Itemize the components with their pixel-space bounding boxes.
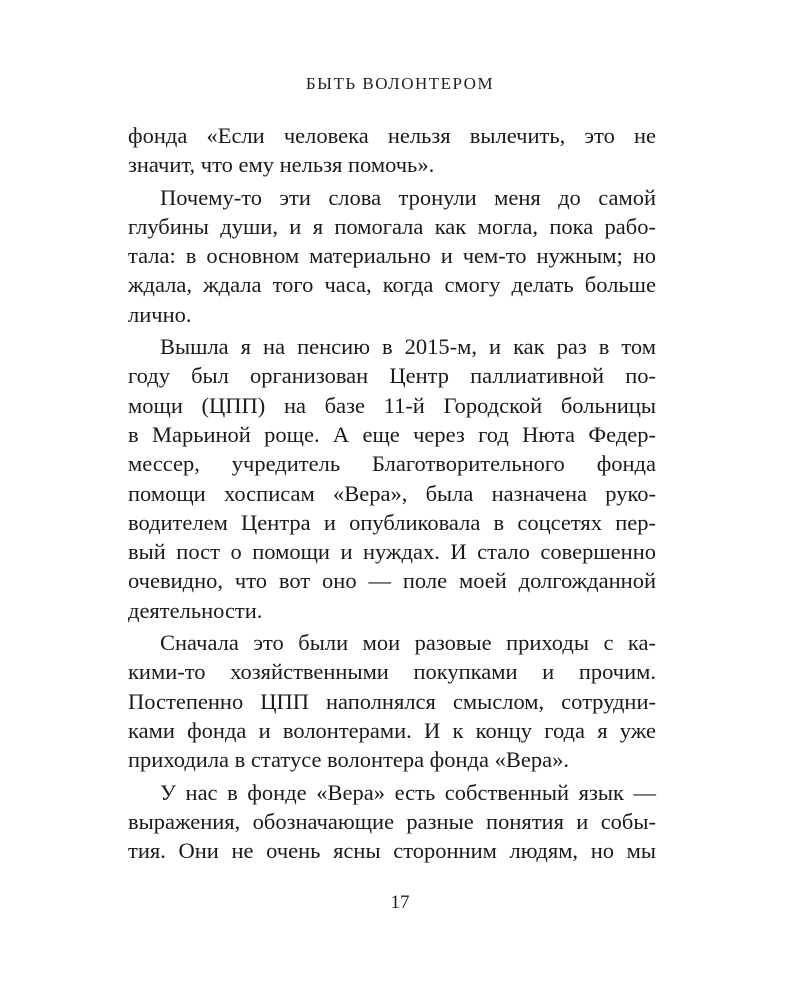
text-line: Почему-то эти слова тронули меня до самой [160,184,656,210]
text-line: мессер, учредитель Благотворительного фонда [128,451,656,477]
text-line: водителем Центра и опубликовала в соцсетях пер- [128,509,656,535]
text-line: тала: в основном материально и чем-то нужным; но [128,243,656,269]
text-line: ждала, ждала того часа, когда смогу делать больше [128,272,656,298]
body-text [128,121,656,865]
page-number: 17 [390,892,410,913]
text-line: Сначала это были мои разовые приходы с ка- [160,630,656,656]
text-line: фонда «Если человека нельзя вылечить, это не [128,123,656,148]
text-line: приходила в статусе волонтера фонда «Вера». [128,747,569,773]
text-line: вый пост о помощи и нуждах. И стало совершенно [128,539,656,565]
text-line: в Марьиной роще. А еще через год Нюта Федер- [128,421,656,447]
text-line: деятельности. [128,597,263,623]
paragraph [128,628,656,774]
text-line: году был организован Центр паллиативной по- [128,363,656,389]
text-line: выражения, обозначающие разные понятия и собы- [128,808,656,834]
text-line: Вышла я на пенсию в 2015-м, и как раз в том [160,334,656,360]
text-line: лично. [128,301,192,327]
paragraph [128,778,656,866]
text-line: помощи хосписам «Вера», была назначена руко- [128,480,656,506]
paragraph [128,183,656,329]
text-line: тия. Они не очень ясны сторонним людям, но мы [128,838,656,864]
paragraph [128,121,656,180]
text-line: кими-то хозяйственными покупками и прочим. [128,659,656,685]
text-line: У нас в фонде «Вера» есть собственный язык — [160,779,656,805]
running-head: БЫТЬ ВОЛОНТЕРОМ [305,74,495,93]
text-line: мощи (ЦПП) на базе 11-й Городской больницы [128,392,656,418]
text-line: значит, что ему нельзя помочь». [128,152,435,178]
text-line: очевидно, что вот оно — поле моей долгожданной [128,568,656,594]
text-line: Постепенно ЦПП наполнялся смыслом, сотрудни- [128,688,656,714]
text-line: ками фонда и волонтерами. И к концу года я уже [128,717,656,743]
paragraph [128,332,656,625]
text-line: глубины души, и я помогала как могла, пока рабо- [128,213,656,239]
